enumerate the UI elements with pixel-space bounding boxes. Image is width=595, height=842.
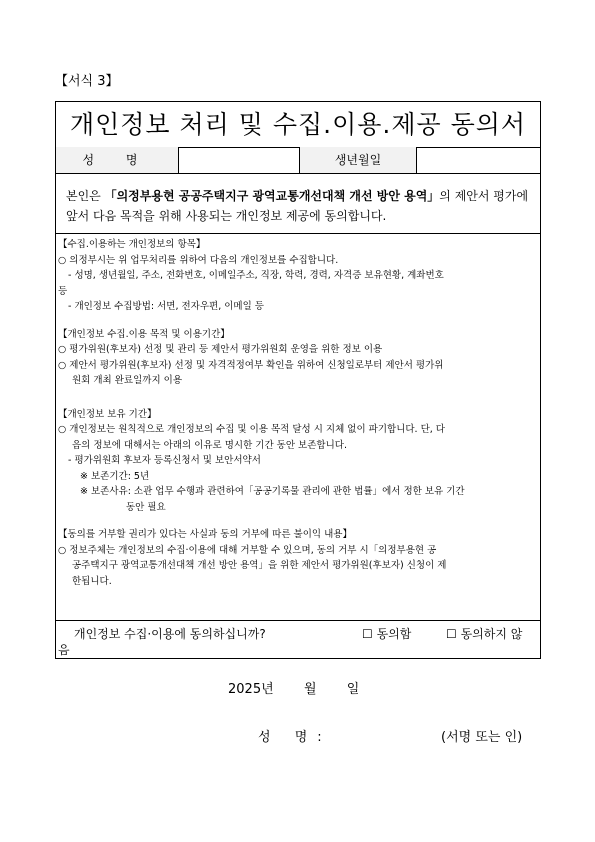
section-collected-items [58, 237, 536, 315]
list-item: ○ 의정부시는 위 업무처리를 위하여 다음의 개인정보를 수집합니다. [58, 254, 339, 266]
name-field[interactable] [179, 147, 300, 173]
terms-body [58, 237, 536, 589]
section-retention [58, 407, 536, 516]
project-name: 「의정부용현 공공주택지구 광역교통개선대책 개선 방안 용역」 [104, 189, 440, 203]
list-item: ○ 개인정보는 원칙적으로 개인정보의 수집 및 이용 목적 달성 시 지체 없이 파기합니다. 단, 다 [58, 424, 445, 435]
section-refusal [58, 527, 536, 589]
section-heading: 【개인정보 수집.이용 목적 및 이용기간】 [58, 328, 230, 340]
date-year: 2025년 [228, 682, 274, 697]
list-item: - 평가위원회 후보자 등록신청서 및 보안서약서 [68, 455, 261, 466]
list-item: 동안 필요 [126, 501, 166, 513]
date-day: 일 [346, 682, 360, 697]
list-item: - 개인정보 수집방법: 서면, 전자우편, 이메일 등 [68, 301, 264, 312]
consent-question: 개인정보 수집·이용에 동의하십니까? [74, 627, 266, 641]
list-item: 공주택지구 광역교통개선대책 개선 방안 용역」을 위한 제안서 평가위원(후보자) 신청이 제 [72, 560, 447, 571]
section-purpose [58, 327, 536, 389]
disagree-label-wrap: 음 [58, 643, 70, 657]
list-item: ○ 정보주체는 개인정보의 수집·이용에 대해 거부할 수 있으며, 동의 거부 시「의정부용현 공 [58, 544, 437, 556]
form-title: 개인정보 처리 및 수집.이용.제공 동의서 [56, 102, 540, 148]
list-item: 음의 정보에 대해서는 아래의 이유로 명시한 기간 동안 보존합니다. [72, 439, 347, 451]
section-heading: 【수집.이용하는 개인정보의 항목】 [58, 239, 206, 250]
list-item: ※ 보존기간: 5년 [80, 470, 150, 482]
consent-form [55, 101, 541, 659]
section-heading: 【동의를 거부할 권리가 있다는 사실과 동의 거부에 따른 불이익 내용】 [58, 529, 352, 540]
applicant-info-row [56, 147, 540, 174]
list-item: 원회 개최 완료일까지 이용 [72, 375, 183, 386]
list-item: 한됩니다. [72, 575, 112, 587]
agree-checkbox[interactable]: ☐ 동의함 [362, 627, 412, 641]
list-item: ○ 제안서 평가위원(후보자) 선정 및 자격적정여부 확인을 위하여 신청일로부터 제안서 평가위 [58, 359, 444, 371]
signature-note: (서명 또는 인) [441, 730, 523, 745]
form-number-label: 【서식 3】 [55, 74, 119, 89]
birthdate-label: 생년월일 [300, 147, 417, 173]
date-month: 월 [303, 682, 317, 697]
birthdate-field[interactable] [417, 147, 540, 173]
intro-post: 의 제안서 평가에 앞서 다음 목적을 위해 사용되는 개인정보 제공에 동의합니다. [66, 189, 529, 223]
date-line [228, 678, 359, 697]
list-item: ○ 평가위원(후보자) 선정 및 관리 등 제안서 평가위원회 운영을 위한 정보 이용 [58, 344, 383, 355]
list-item: - 성명, 생년월일, 주소, 전화번호, 이메일주소, 직장, 학력, 경력, 자격증 보유현황, 계좌번호 [68, 270, 444, 281]
disagree-checkbox[interactable]: ☐ 동의하지 않 [446, 627, 523, 641]
list-item: 등 [58, 285, 68, 297]
list-item: ※ 보존사유: 소관 업무 수행과 관련하여「공공기록물 관리에 관한 법률」에서 정한 보유 기간 [80, 486, 465, 497]
signature-label: 성 명: [258, 730, 332, 745]
intro-statement [56, 174, 540, 234]
section-heading: 【개인정보 보유 기간】 [58, 408, 157, 420]
consent-row [56, 620, 540, 659]
name-label: 성 명 [56, 147, 179, 173]
intro-pre: 본인은 [66, 189, 105, 203]
